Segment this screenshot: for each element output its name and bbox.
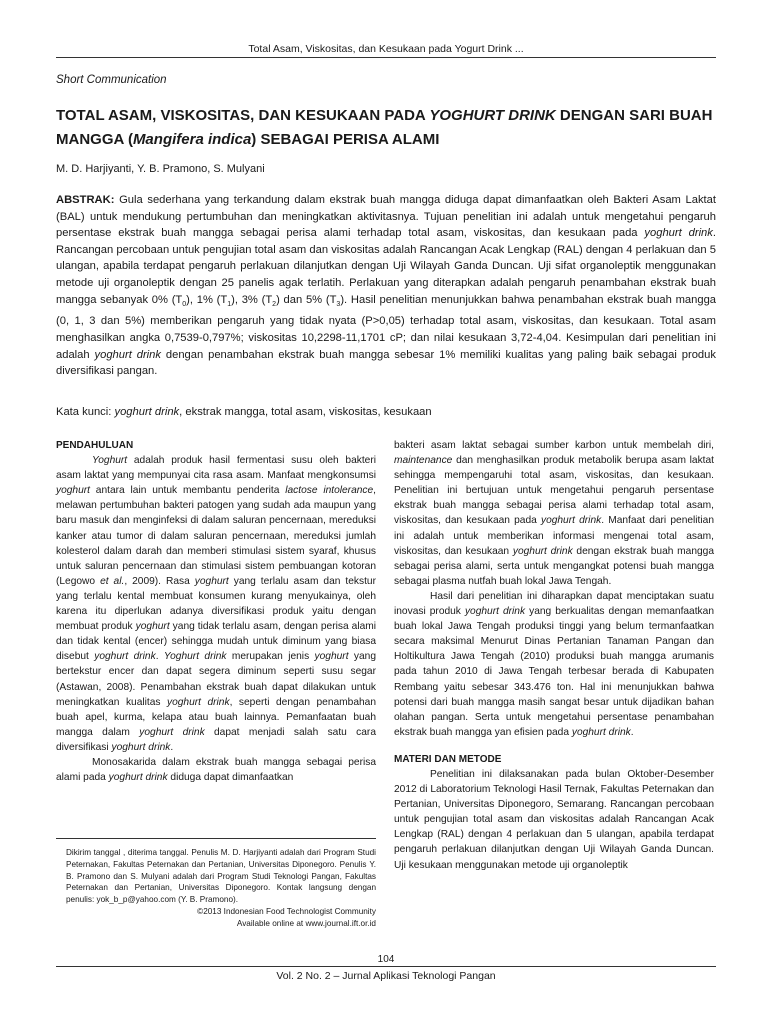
availability-link[interactable]: Available online at www.journal.ift.or.id: [236, 918, 376, 928]
author-list: M. D. Harjiyanti, Y. B. Pramono, S. Mulyani: [56, 163, 265, 175]
section-heading-materi: MATERI DAN METODE: [394, 753, 502, 765]
paragraph: Hasil dari penelitian ini diharapkan dapat menciptakan suatu inovasi produk yoghurt drink yang berkualitas dengan memanfaatkan buah lokal Jawa Tengah produksi tinggi yang belum termanfaatkan secara maksimal Menurut Dinas Pertanian Tanaman Pangan dan Holtikultura Jawa Tengah (2010) produksi buah mangga arumanis pada tahun 2010 di Jawa Tengah terbesar berada di Kabupaten Rembang yaitu sebesar 343.476 ton. Hal ini menunjukkan bahwa potensi dari buah mangga masih sangat besar untuk dijadikan bahan olahan pangan. Serta untuk mengetahui persentase penambahan ekstrak buah mangga yan efisien pada yoghurt drink.: [394, 590, 714, 738]
keywords: Kata kunci: yoghurt drink, ekstrak mangga, total asam, viskositas, kesukaan: [56, 406, 432, 418]
section-heading-pendahuluan: PENDAHULUAN: [56, 440, 134, 451]
right-column: [394, 438, 714, 873]
paragraph: Yoghurt adalah produk hasil fermentasi susu oleh bakteri asam laktat yang mempunyai cita rasa asam. Manfaat mengkonsumsi yoghurt antara lain untuk membantu penderita lactose intolerance, melawan pertumbuhan bakteri patogen yang sudah ada maupun yang baru masuk dan menginfeksi di dalam saluran pencernaan, mereduksi kanker atau tumor di dalam saluran pencernaan, mereduksi jumlah kolesterol dalam darah dan memberi stimulasi sistem syaraf, khusus untuk saluran pencernaan dan stimulasi sistem pembuangan kotoran (Legowo et al., 2009). Rasa yoghurt yang terlalu asam dan tekstur yang terlalu kental membuat konsumen kurang menyukainya, oleh karena itu diperlukan adanya diversifikasi produk yaitu dengan membuat produk yoghurt yang tidak terlalu asam, dengan perisa alami dan tidak kental (encer) sehingga mudah untuk diminum yang biasa disebut yoghurt drink. Yoghurt drink merupakan jenis yoghurt yang bertekstur encer dan dapat segera diminum seperti susu segar (Astawan, 2008). Penambahan ekstrak buah dapat dilakukan untuk meningkatkan kualitas yoghurt drink, seperti dengan penambahan buah apel, kurma, kelapa atau buah lainnya. Pemanfaatan buah mangga dalam yoghurt drink dapat menjadi salah satu cara diversifikasi yoghurt drink.: [56, 455, 377, 753]
paragraph: Penelitian ini dilaksanakan pada bulan Oktober-Desember 2012 di Laboratorium Teknologi Hasil Ternak, Fakultas Peternakan dan Pertanian, Universitas Diponegoro, Semarang. Rancangan percobaan untuk pengujian total asam dan viskositas adalah Rancangan Acak Lengkap (RAL) dengan 4 perlakuan dan 5 ulangan, apabila terdapat pengaruh perlakuan dilanjutkan dengan Uji Wilayah Ganda Duncan. Uji kesukaan menggunakan metode uji organoleptik: [394, 768, 714, 871]
abstract-label: ABSTRAK:: [56, 194, 115, 206]
footnote-text: Dikirim tanggal , diterima tanggal. Penulis M. D. Harjiyanti adalah dari Program Studi Peternakan, Fakultas Peternakan dan Pertanian, Universitas Diponegoro. Penulis Y. B. Pramono dan S. Mulyani adalah dari Program Studi Teknologi Pangan, Fakultas Peternakan dan Pertanian, Universitas Diponegoro. Kontak langsung dengan penulis: yok_b_p@yahoo.com (Y. B. Pramono).: [66, 848, 376, 905]
header-divider: [56, 57, 716, 58]
journal-footer: Vol. 2 No. 2 – Jurnal Aplikasi Teknologi Pangan: [276, 970, 496, 982]
running-header: Total Asam, Viskositas, dan Kesukaan pada Yogurt Drink ...: [248, 43, 524, 55]
abstract: ABSTRAK: Gula sederhana yang terkandung dalam ekstrak buah mangga diduga dapat dimanfaatkan oleh Bakteri Asam Laktat (BAL) untuk mendukung pertumbuhan dan meningkatkan aktivitasnya. Tujuan penelitian ini adalah untuk mengetahui pengaruh persentase ekstrak buah mangga sebagai perisa alami terhadap total asam, viskositas, dan kesukaan pada yoghurt drink. Rancangan percobaan untuk pengujian total asam dan viskositas adalah Rancangan Acak Lengkap (RAL) dengan 4 perlakuan dan 5 ulangan, apabila terdapat pengaruh perlakuan dilanjutkan dengan Uji Wilayah Ganda Duncan. Uji sifat organoleptik menggunakan metode uji organoleptik dengan 25 panelis agak terlatih. Perlakuan yang diterapkan adalah pengaruh penambahan ekstrak buah mangga sebanyak 0% $(T_0)$, 1% $(T_1)$, 3% $(T_2)$ dan 5% $(T_3)$. Hasil penelitian menunjukkan bahwa penambahan ekstrak buah mangga (0, 1, 3 dan 5%) memberikan pengaruh yang tidak nyata (P>0,05) terhadap total asam, viskositas, dan kesukaan. Total asam menghasilkan angka 0,7539-0,797%; viskositas 10,2298-11,1701 cP; dan nilai kesukaan 3,72-4,04. Kesimpulan dari penelitian ini adalah yoghurt drink dengan penambahan ekstrak buah mangga sebesar 1% memiliki kualitas yang paling baik sebagai produk diversifikasi pangan.: [56, 194, 717, 378]
page-number: 104: [377, 954, 395, 965]
footnote: [56, 838, 376, 930]
article-type: Short Communication: [56, 74, 167, 86]
paragraph: Monosakarida dalam ekstrak buah mangga sebagai perisa alami pada yoghurt drink diduga dapat dimanfaatkan: [56, 756, 376, 784]
paragraph: bakteri asam laktat sebagai sumber karbon untuk membelah diri, maintenance dan menghasilkan produk metabolik berupa asam laktat sehingga mempengaruhi total asam, viskositas, dan kesukaan. Penelitian ini bertujuan untuk mengetahui pengaruh persentase ekstrak buah mangga sebagai perisa alami terhadap total asam, viskositas, dan kesukaan pada yoghurt drink. Manfaat dari penelitian ini adalah untuk memberikan informasi mengenai total asam, viskositas, dan kesukaan yoghurt drink dengan ekstrak buah mangga sebagai perisa alami, serta untuk mengangkat potensi buah mangga sebagai plasma nutfah buah lokal Jawa Tengah.: [394, 440, 714, 587]
copyright: ©2013 Indonesian Food Technologist Community: [197, 906, 376, 916]
left-column: [56, 438, 376, 785]
footer-divider: [56, 966, 716, 967]
paper-title: TOTAL ASAM, VISKOSITAS, DAN KESUKAAN PADA YOGHURT DRINK DENGAN SARI BUAH MANGGA (Mangifera indica) SEBAGAI PERISA ALAMI: [56, 107, 713, 148]
